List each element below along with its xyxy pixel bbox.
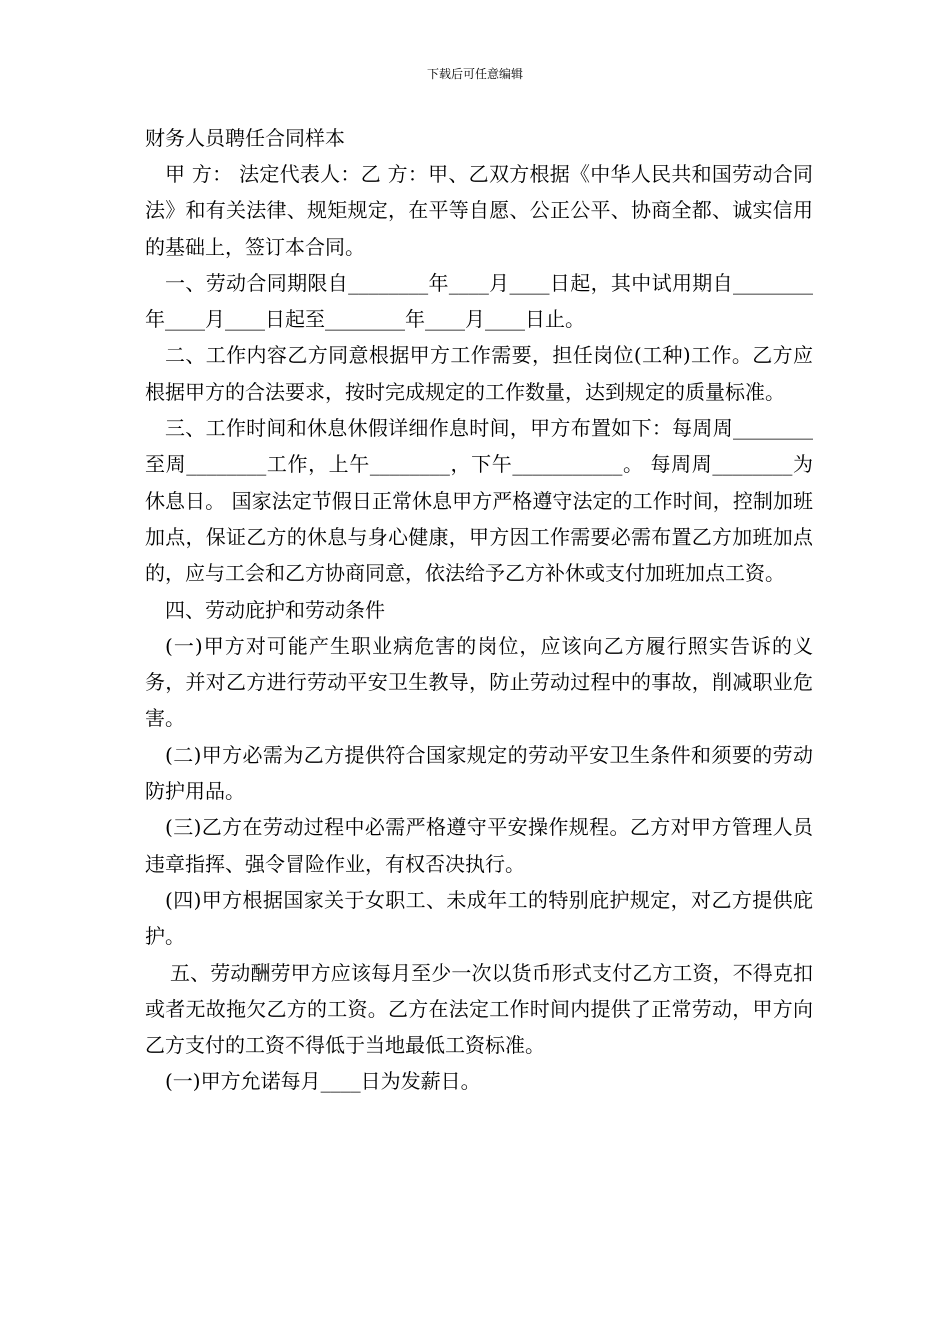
paragraph-parties: 甲 方： 法定代表人：乙 方：甲、乙双方根据《中华人民共和国劳动合同法》和有关法律、规矩规定，在平等自愿、公正公平、协商全都、诚实信用的基础上，签订本合同。 — [145, 162, 813, 259]
paragraph-labor-protection-heading: 四、劳动庇护和劳动条件 — [165, 597, 385, 622]
page-header: 下载后可任意编辑 — [426, 67, 523, 81]
paragraph-work-content: 二、工作内容乙方同意根据甲方工作需要，担任岗位(工种)工作。乙方应根据甲方的合法要求，按时完成规定的工作数量，达到规定的质量标准。 — [145, 343, 813, 404]
paragraph-contract-term: 一、劳动合同期限自________年____月____日起，其中试用期自________年____月____日起至________年____月____日止。 — [145, 270, 813, 332]
paragraph-work-hours: 三、工作时间和休息休假详细作息时间，甲方布置如下：每周周________至周________工作，上午________，下午___________。 每周周________为休息日。 国家法定节假日正常休息甲方严格遵守法定的工作时间，控制加班加点，保证乙方的休息与身心健康，甲方因工作需要必需布置乙方加班加点的，应与工会和乙方协商同意，依法给予乙方补休或支付加班加点工资。 — [145, 416, 813, 586]
paragraph-payday: (一)甲方允诺每月____日为发薪日。 — [165, 1069, 481, 1094]
paragraph-remuneration: 五、劳动酬劳甲方应该每月至少一次以货币形式支付乙方工资，不得克扣或者无故拖欠乙方的工资。乙方在法定工作时间内提供了正常劳动，甲方向乙方支付的工资不得低于当地最低工资标准。 — [145, 960, 813, 1058]
paragraph-protection-3: (三)乙方在劳动过程中必需严格遵守平安操作规程。乙方对甲方管理人员违章指挥、强令冒险作业，有权否决执行。 — [145, 815, 813, 876]
paragraph-protection-1: (一)甲方对可能产生职业病危害的岗位，应该向乙方履行照实告诉的义务，并对乙方进行劳动平安卫生教导，防止劳动过程中的事故，削减职业危害。 — [145, 633, 813, 731]
paragraph-protection-4: (四)甲方根据国家关于女职工、未成年工的特别庇护规定，对乙方提供庇护。 — [145, 887, 813, 949]
document-title: 财务人员聘任合同样本 — [145, 126, 345, 150]
document-body — [145, 120, 813, 1100]
paragraph-protection-2: (二)甲方必需为乙方提供符合国家规定的劳动平安卫生条件和须要的劳动防护用品。 — [145, 742, 813, 804]
